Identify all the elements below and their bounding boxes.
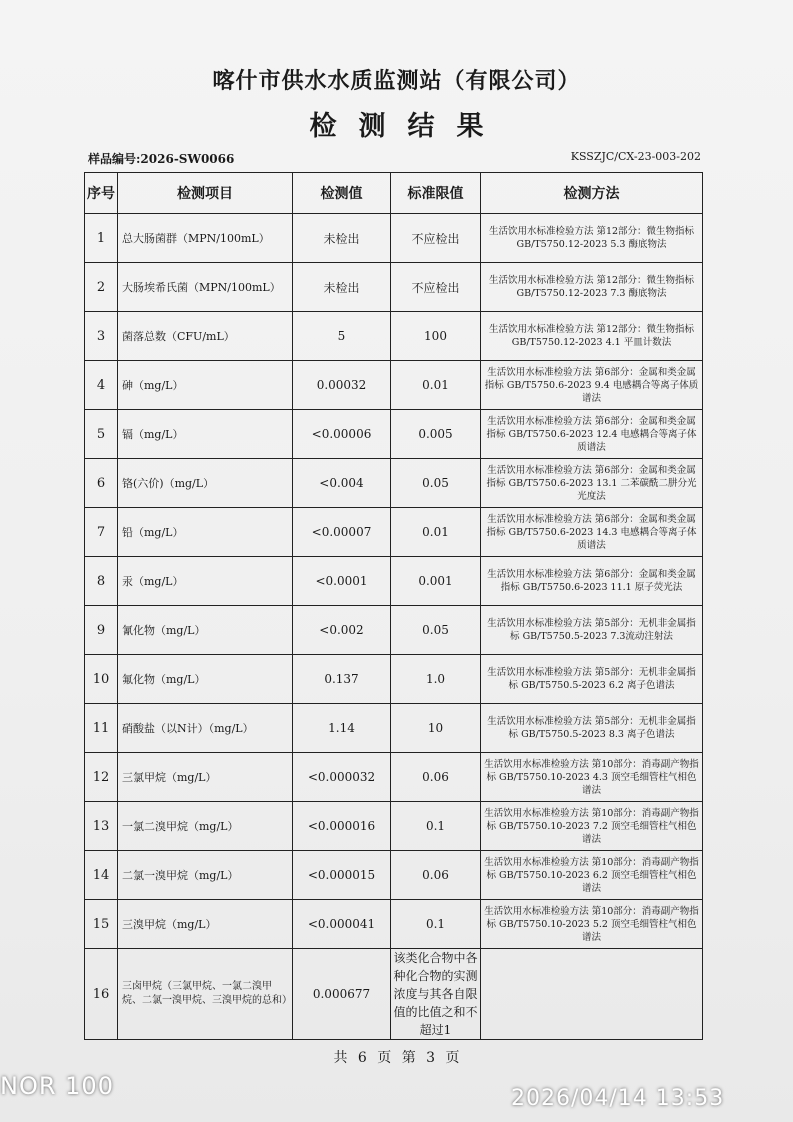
- table-row: [85, 410, 703, 459]
- row-number: 15: [85, 900, 118, 949]
- column-header-limit: 标准限值: [391, 173, 481, 214]
- table-row: [85, 557, 703, 606]
- standard-limit: 不应检出: [391, 214, 481, 263]
- test-method: 生活饮用水标准检验方法 第6部分：金属和类金属指标 GB/T5750.6-2023 12.4 电感耦合等离子体质谱法: [481, 410, 703, 459]
- row-number: 4: [85, 361, 118, 410]
- standard-limit: 0.01: [391, 361, 481, 410]
- row-number: 11: [85, 704, 118, 753]
- test-method: 生活饮用水标准检验方法 第12部分：微生物指标 GB/T5750.12-2023 7.3 酶底物法: [481, 263, 703, 312]
- row-number: 12: [85, 753, 118, 802]
- test-item: 镉（mg/L）: [118, 410, 293, 459]
- test-item: 汞（mg/L）: [118, 557, 293, 606]
- test-value: 0.00032: [293, 361, 391, 410]
- test-method: [481, 949, 703, 1040]
- standard-limit: 该类化合物中各种化合物的实测浓度与其各自限值的比值之和不超过1: [391, 949, 481, 1040]
- table-row: [85, 606, 703, 655]
- row-number: 1: [85, 214, 118, 263]
- test-method: 生活饮用水标准检验方法 第10部分：消毒副产物指标 GB/T5750.10-2023 7.2 顶空毛细管柱气相色谱法: [481, 802, 703, 851]
- results-table: [84, 172, 703, 1040]
- test-method: 生活饮用水标准检验方法 第10部分：消毒副产物指标 GB/T5750.10-2023 6.2 顶空毛细管柱气相色谱法: [481, 851, 703, 900]
- test-method: 生活饮用水标准检验方法 第5部分：无机非金属指标 GB/T5750.5-2023 6.2 离子色谱法: [481, 655, 703, 704]
- test-value: <0.000015: [293, 851, 391, 900]
- table-row: [85, 802, 703, 851]
- camera-watermark: NOR 100: [0, 1072, 114, 1100]
- row-number: 8: [85, 557, 118, 606]
- test-method: 生活饮用水标准检验方法 第6部分：金属和类金属指标 GB/T5750.6-2023 14.3 电感耦合等离子体质谱法: [481, 508, 703, 557]
- table-row: [85, 263, 703, 312]
- report-title: 喀什市供水水质监测站（有限公司）: [212, 68, 581, 94]
- test-value: 未检出: [293, 214, 391, 263]
- standard-limit: 1.0: [391, 655, 481, 704]
- standard-limit: 0.05: [391, 459, 481, 508]
- test-value: 0.000677: [293, 949, 391, 1040]
- column-header-no: 序号: [85, 173, 118, 214]
- document-code: KSSZJC/CX-23-003-202: [570, 150, 701, 163]
- test-value: 未检出: [293, 263, 391, 312]
- test-method: 生活饮用水标准检验方法 第5部分：无机非金属指标 GB/T5750.5-2023 8.3 离子色谱法: [481, 704, 703, 753]
- test-item: 三氯甲烷（mg/L）: [118, 753, 293, 802]
- test-method: 生活饮用水标准检验方法 第6部分：金属和类金属指标 GB/T5750.6-2023 13.1 二苯碳酰二肼分光光度法: [481, 459, 703, 508]
- test-value: <0.004: [293, 459, 391, 508]
- standard-limit: 100: [391, 312, 481, 361]
- test-method: 生活饮用水标准检验方法 第10部分：消毒副产物指标 GB/T5750.10-2023 4.3 顶空毛细管柱气相色谱法: [481, 753, 703, 802]
- table-header-row: [85, 173, 703, 214]
- table-row: [85, 704, 703, 753]
- test-item: 砷（mg/L）: [118, 361, 293, 410]
- test-value: <0.00006: [293, 410, 391, 459]
- photo-timestamp: 2026/04/14 13:53: [511, 1086, 725, 1111]
- test-item: 菌落总数（CFU/mL）: [118, 312, 293, 361]
- table-row: [85, 949, 703, 1040]
- table-row: [85, 753, 703, 802]
- test-value: 0.137: [293, 655, 391, 704]
- standard-limit: 10: [391, 704, 481, 753]
- table-row: [85, 508, 703, 557]
- standard-limit: 0.06: [391, 753, 481, 802]
- sample-number: 样品编号:2026-SW0066: [88, 152, 235, 166]
- test-value: <0.0001: [293, 557, 391, 606]
- test-item: 铬(六价)（mg/L）: [118, 459, 293, 508]
- row-number: 9: [85, 606, 118, 655]
- standard-limit: 0.05: [391, 606, 481, 655]
- standard-limit: 0.01: [391, 508, 481, 557]
- test-value: 1.14: [293, 704, 391, 753]
- test-method: 生活饮用水标准检验方法 第6部分：金属和类金属指标 GB/T5750.6-2023 11.1 原子荧光法: [481, 557, 703, 606]
- table-row: [85, 900, 703, 949]
- table-row: [85, 655, 703, 704]
- row-number: 6: [85, 459, 118, 508]
- row-number: 16: [85, 949, 118, 1040]
- row-number: 13: [85, 802, 118, 851]
- test-method: 生活饮用水标准检验方法 第12部分：微生物指标GB/T5750.12-2023 4.1 平皿计数法: [481, 312, 703, 361]
- table-row: [85, 851, 703, 900]
- test-value: <0.000016: [293, 802, 391, 851]
- test-item: 三溴甲烷（mg/L）: [118, 900, 293, 949]
- standard-limit: 0.001: [391, 557, 481, 606]
- test-method: 生活饮用水标准检验方法 第10部分：消毒副产物指标 GB/T5750.10-2023 5.2 顶空毛细管柱气相色谱法: [481, 900, 703, 949]
- test-item: 总大肠菌群（MPN/100mL）: [118, 214, 293, 263]
- test-method: 生活饮用水标准检验方法 第12部分：微生物指标 GB/T5750.12-2023 5.3 酶底物法: [481, 214, 703, 263]
- row-number: 2: [85, 263, 118, 312]
- row-number: 14: [85, 851, 118, 900]
- row-number: 3: [85, 312, 118, 361]
- table-row: [85, 214, 703, 263]
- row-number: 7: [85, 508, 118, 557]
- column-header-method: 检测方法: [481, 173, 703, 214]
- table-row: [85, 312, 703, 361]
- standard-limit: 0.1: [391, 900, 481, 949]
- test-value: <0.000041: [293, 900, 391, 949]
- test-method: 生活饮用水标准检验方法 第6部分：金属和类金属指标 GB/T5750.6-2023 9.4 电感耦合等离子体质谱法: [481, 361, 703, 410]
- test-item: 硝酸盐（以N计）（mg/L）: [118, 704, 293, 753]
- test-value: <0.00007: [293, 508, 391, 557]
- test-item: 一氯二溴甲烷（mg/L）: [118, 802, 293, 851]
- test-value: 5: [293, 312, 391, 361]
- test-item: 二氯一溴甲烷（mg/L）: [118, 851, 293, 900]
- test-item: 铅（mg/L）: [118, 508, 293, 557]
- row-number: 5: [85, 410, 118, 459]
- standard-limit: 0.06: [391, 851, 481, 900]
- test-item: 氟化物（mg/L）: [118, 655, 293, 704]
- row-number: 10: [85, 655, 118, 704]
- column-header-item: 检测项目: [118, 173, 293, 214]
- test-item: 大肠埃希氏菌（MPN/100mL）: [118, 263, 293, 312]
- column-header-value: 检测值: [293, 173, 391, 214]
- test-item: 氰化物（mg/L）: [118, 606, 293, 655]
- page-indicator: 共 6 页 第 3 页: [333, 1050, 460, 1066]
- test-value: <0.002: [293, 606, 391, 655]
- test-method: 生活饮用水标准检验方法 第5部分：无机非金属指标 GB/T5750.5-2023 7.3流动注射法: [481, 606, 703, 655]
- test-item: 三卤甲烷（三氯甲烷、一氯二溴甲烷、二氯一溴甲烷、三溴甲烷的总和）: [118, 949, 293, 1040]
- standard-limit: 0.1: [391, 802, 481, 851]
- report-subtitle: 检测结果: [309, 111, 506, 142]
- test-value: <0.000032: [293, 753, 391, 802]
- standard-limit: 不应检出: [391, 263, 481, 312]
- table-row: [85, 361, 703, 410]
- standard-limit: 0.005: [391, 410, 481, 459]
- table-row: [85, 459, 703, 508]
